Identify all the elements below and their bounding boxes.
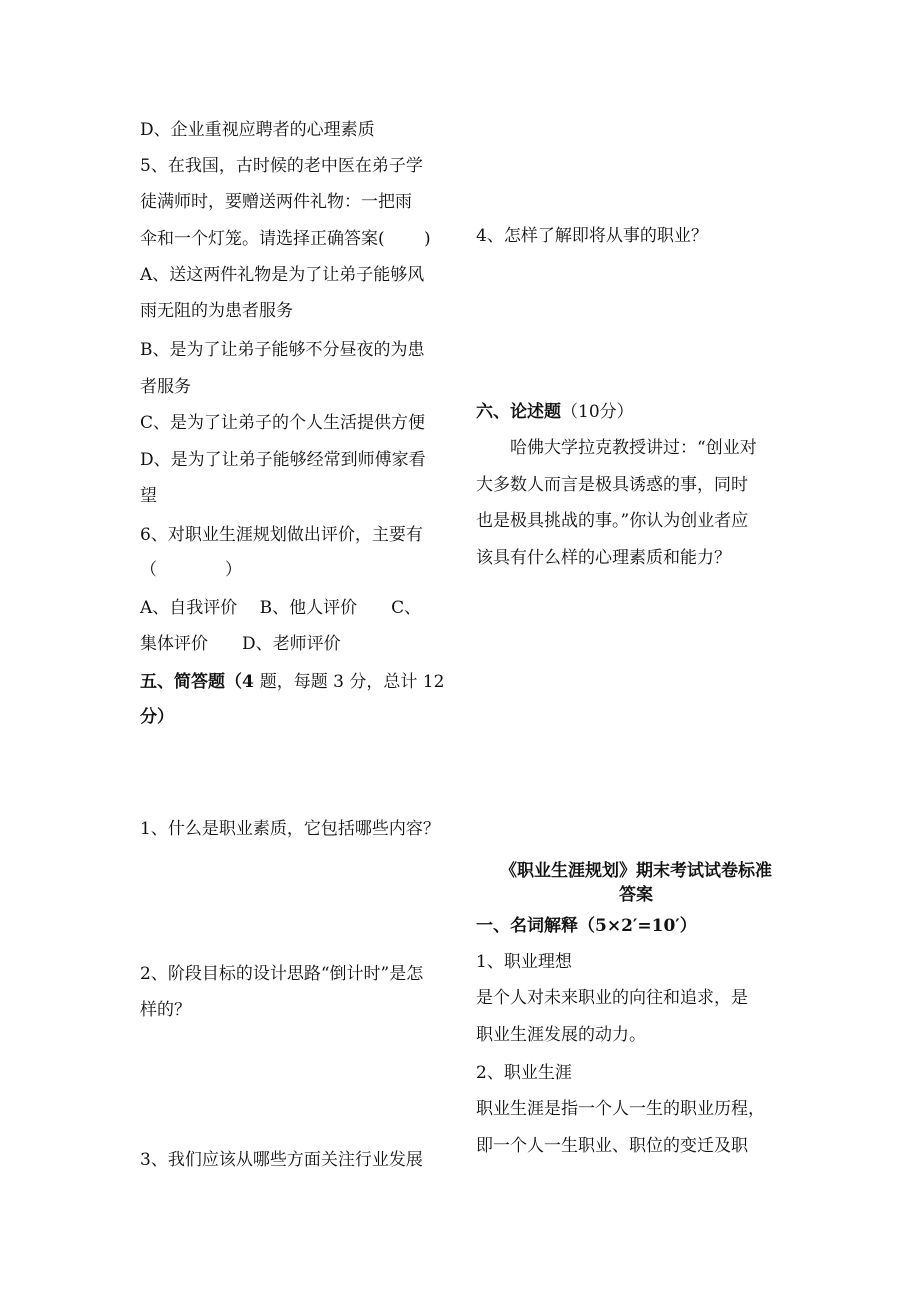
short-question-2-line2: 样的？ (140, 1000, 191, 1020)
short-question-4: 4、怎样了解即将从事的职业？ (476, 226, 708, 246)
answer-key-title-line1: 《职业生涯规划》期末考试试卷标准 (500, 861, 772, 881)
q5-option-b-line2: 者服务 (140, 377, 191, 397)
essay-prompt-line4: 该具有什么样的心理素质和能力？ (476, 548, 731, 568)
essay-prompt-line2: 大多数人而言是极具诱惑的事，同时 (476, 475, 748, 495)
q6-options-line1: A、自我评价 B、他人评价 C、 (140, 598, 422, 618)
answer-term-1: 1、职业理想 (476, 952, 572, 972)
q4-option-d: D、企业重视应聘者的心理素质 (140, 120, 375, 140)
q5-option-d-line1: D、是为了让弟子能够经常到师傅家看 (140, 450, 426, 470)
q5-stem-line2: 徒满师时，要赠送两件礼物：一把雨 (140, 192, 412, 212)
short-question-1: 1、什么是职业素质，它包括哪些内容？ (140, 819, 440, 839)
section6-heading (476, 401, 634, 423)
answer-key-title-line2: 答案 (619, 885, 653, 905)
section5-heading-points: 题，每题 3 分，总计 12 (259, 672, 445, 692)
q6-stem-line1: 6、对职业生涯规划做出评价，主要有 (140, 525, 423, 545)
section6-heading-bold: 六、论述题 (476, 402, 561, 422)
answer-term-2: 2、职业生涯 (476, 1063, 572, 1083)
answer-section1-heading: 一、名词解释（5×2′=10′） (476, 916, 697, 936)
section5-heading (140, 671, 444, 693)
q5-option-c: C、是为了让弟子的个人生活提供方便 (140, 413, 426, 433)
answer-definition-1-line1: 是个人对未来职业的向往和追求，是 (476, 988, 748, 1008)
answer-definition-1-line2: 职业生涯发展的动力。 (476, 1025, 646, 1045)
section5-heading-bold: 五、简答题（4 (140, 672, 260, 692)
q5-stem-line3: 伞和一个灯笼。请选择正确答案( ) (140, 229, 431, 249)
q6-options-line2: 集体评价 D、老师评价 (140, 634, 341, 654)
essay-prompt-line1: 哈佛大学拉克教授讲过：“创业对 (476, 438, 757, 458)
essay-prompt-line3: 也是极具挑战的事。”你认为创业者应 (476, 511, 749, 531)
short-question-3: 3、我们应该从哪些方面关注行业发展 (140, 1150, 423, 1170)
q5-option-d-line2: 望 (140, 486, 157, 506)
section6-heading-points: （10分） (561, 402, 634, 422)
short-question-2-line1: 2、阶段目标的设计思路“倒计时”是怎 (140, 964, 424, 984)
q5-option-b-line1: B、是为了让弟子能够不分昼夜的为患 (140, 340, 425, 360)
q5-option-a-line1: A、送这两件礼物是为了让弟子能够风 (140, 265, 425, 285)
q5-option-a-line2: 雨无阻的为患者服务 (140, 301, 293, 321)
q5-stem-line1: 5、在我国，古时候的老中医在弟子学 (140, 156, 423, 176)
answer-definition-2-line2: 即一个人一生职业、职位的变迁及职 (476, 1136, 748, 1156)
q6-answer-blank: （ ） (140, 560, 242, 580)
section5-heading-end: 分） (140, 707, 174, 727)
answer-definition-2-line1: 职业生涯是指一个人一生的职业历程， (476, 1099, 765, 1119)
